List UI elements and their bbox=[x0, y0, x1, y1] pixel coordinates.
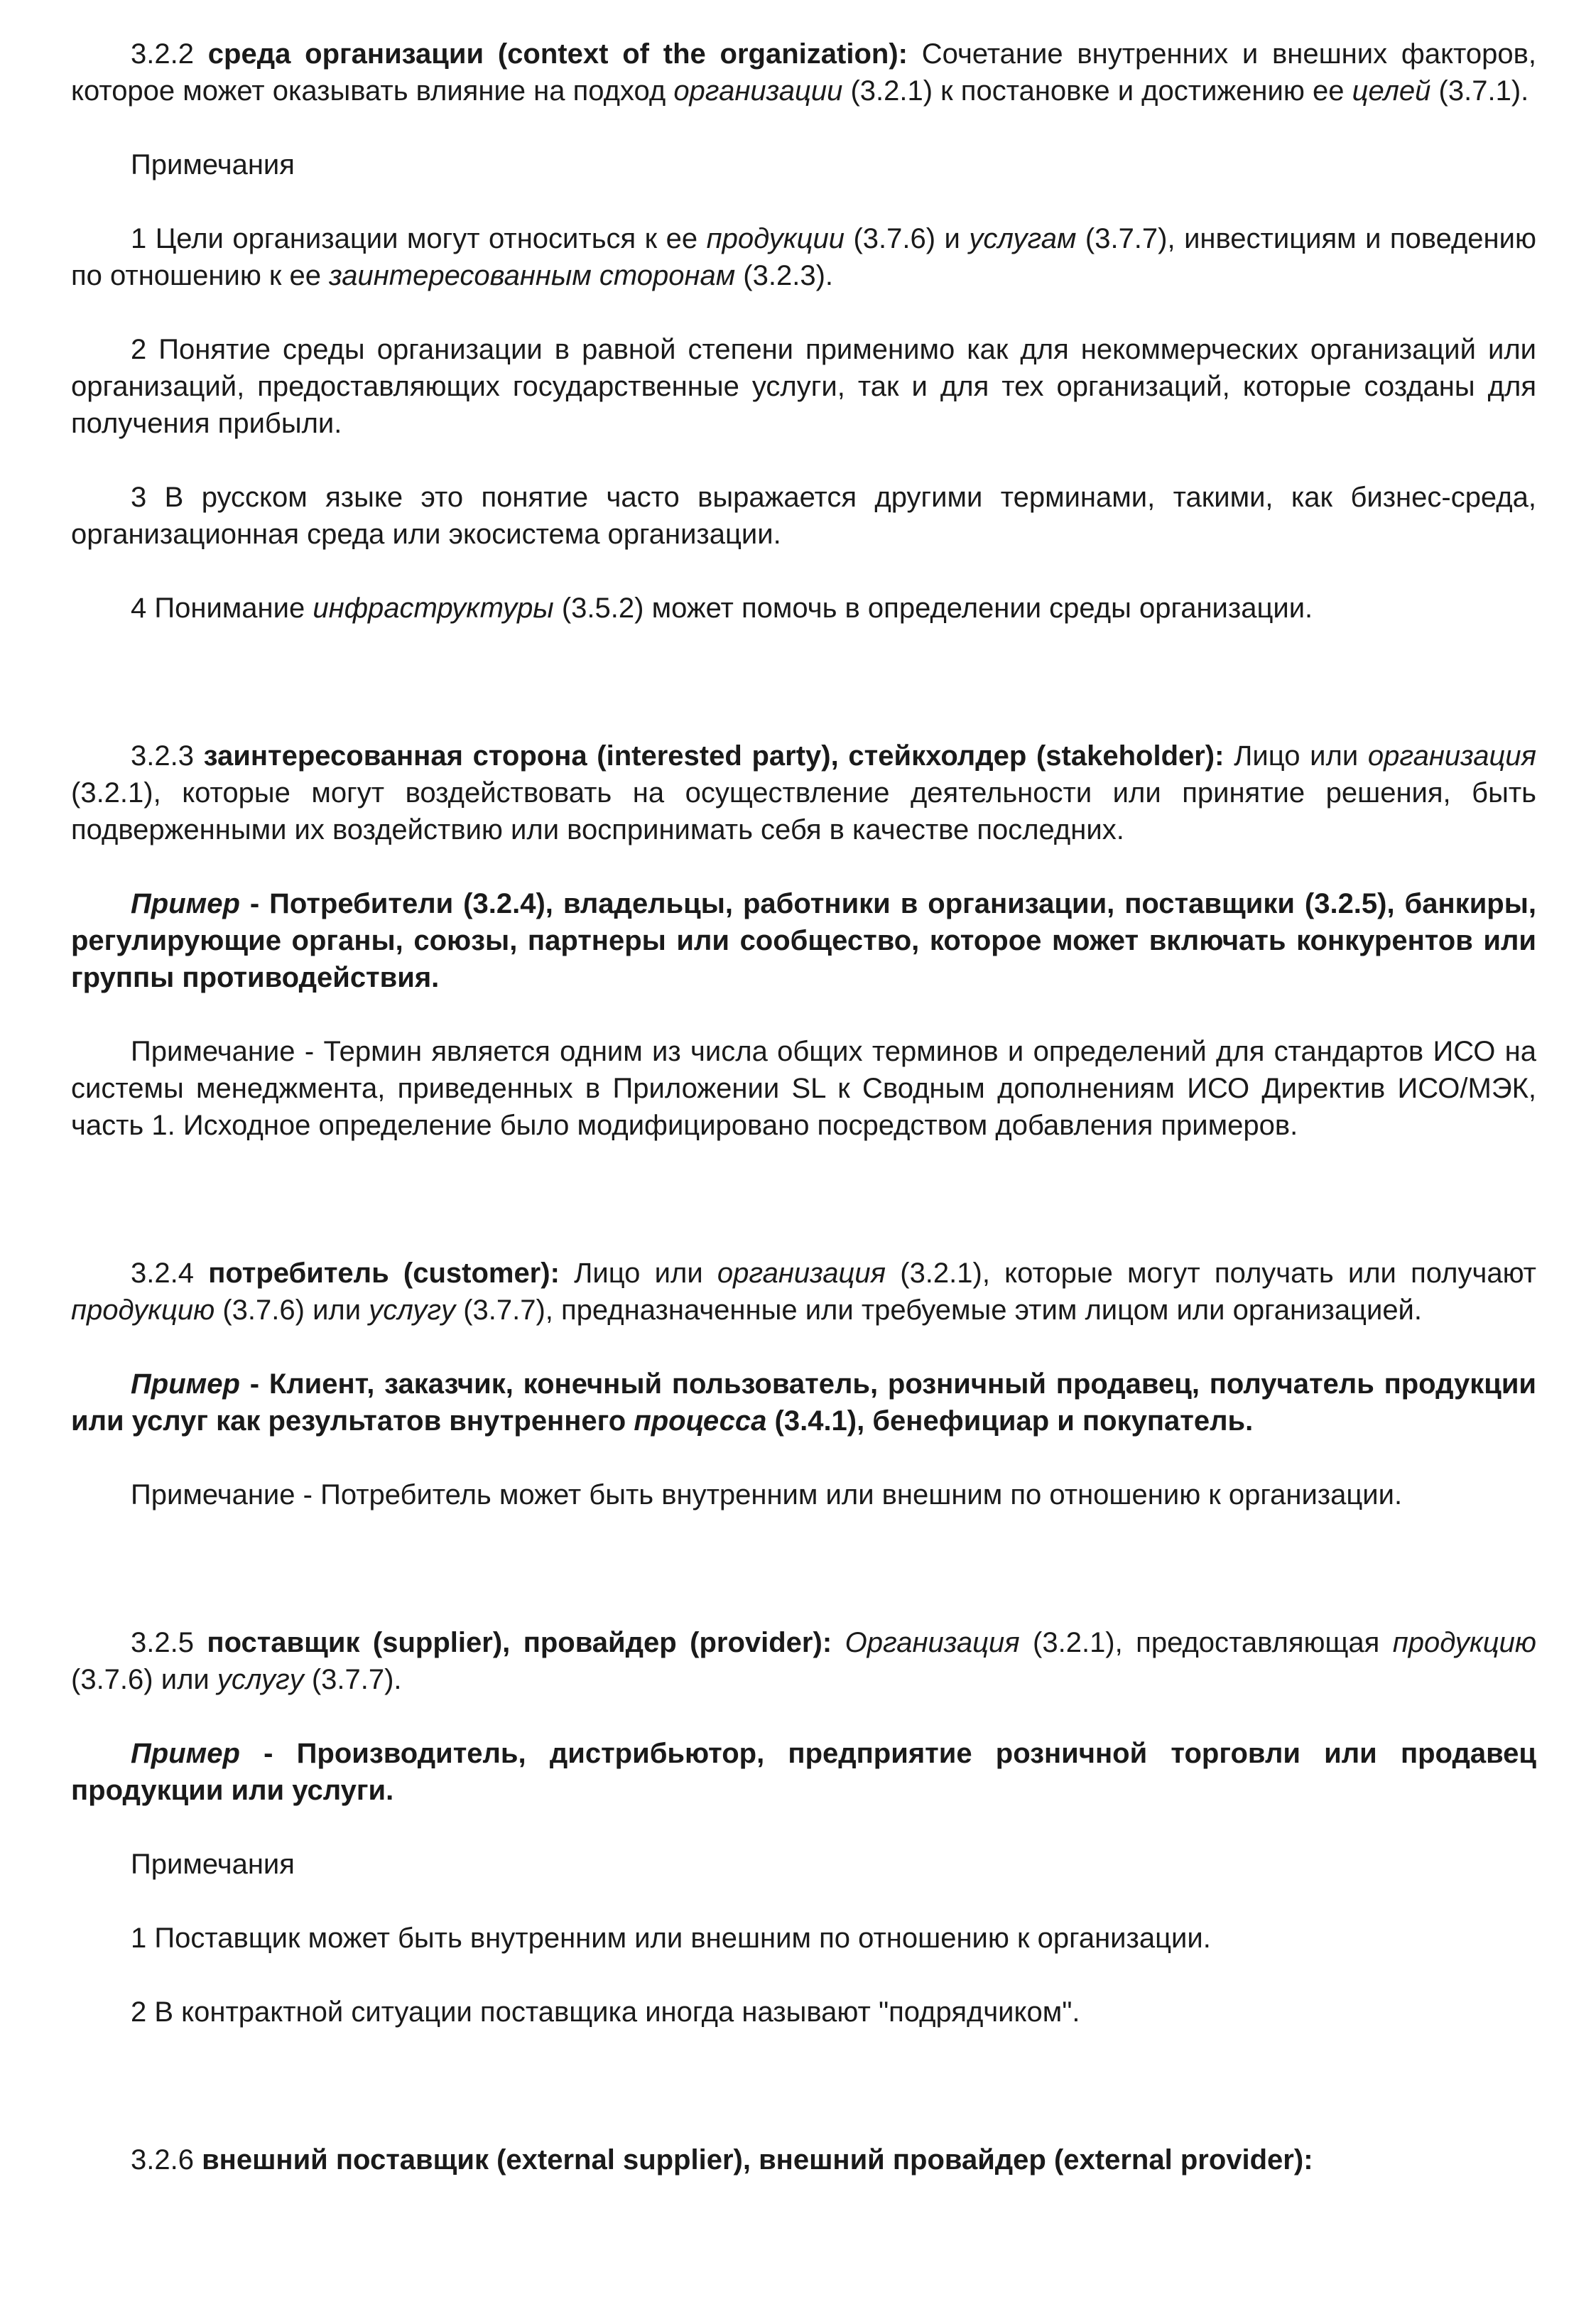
definition-text: (3.7.6) или bbox=[71, 1664, 217, 1695]
example-text: - Производитель, дистрибьютор, предприятие розничной торговли или продавец продукции или услуги. bbox=[71, 1738, 1536, 1806]
note-2: 2 В контрактной ситуации поставщика иногда называют "подрядчиком". bbox=[131, 1996, 1080, 2028]
notes-heading: Примечания bbox=[131, 1849, 295, 1880]
definition-text: (3.7.6) или bbox=[215, 1295, 369, 1326]
term-reference: Организация bbox=[845, 1627, 1020, 1658]
example-text: (3.4.1), бенефициар и покупатель. bbox=[766, 1405, 1254, 1437]
definition-text: (3.2.1) к постановке и достижению ее bbox=[842, 75, 1352, 107]
term-reference: инфраструктуры bbox=[313, 593, 554, 624]
notes-heading: Примечания bbox=[131, 149, 295, 180]
term-reference: процесса bbox=[634, 1405, 767, 1437]
note-text: (3.7.7), инвестициям и поведению по отношению к ее bbox=[71, 223, 1536, 291]
term-reference: продукцию bbox=[71, 1295, 215, 1326]
term-heading: среда организации (context of the organization): bbox=[207, 38, 908, 70]
definition-text: (3.2.1), которые могут получать или получают bbox=[886, 1258, 1537, 1289]
example-text: - Клиент, заказчик, конечный пользователь, розничный продавец, получатель продукции или услуг как результатов внутреннего bbox=[71, 1368, 1536, 1437]
example-text: - Потребители (3.2.4), владельцы, работники в организации, поставщики (3.2.5), банкиры, регулирующие органы, союзы, партнеры или сообщество, которое может включать конкурентов или группы противодействия. bbox=[71, 888, 1536, 993]
example-3-2-5 bbox=[71, 1735, 1536, 1809]
term-reference: продукцию bbox=[1392, 1627, 1536, 1658]
term-entry-3-2-4 bbox=[71, 1255, 1536, 1329]
note-text: (3.7.6) и bbox=[845, 223, 970, 254]
note-text: 4 Понимание bbox=[131, 593, 313, 624]
note-text: (3.5.2) может помочь в определении среды организации. bbox=[553, 593, 1313, 624]
example-label: Пример bbox=[131, 1738, 240, 1769]
clause-number: 3.2.5 bbox=[131, 1627, 194, 1658]
definition-text: (3.2.1), которые могут воздействовать на осуществление деятельности или принятие решения, быть подверженными их воздействию или воспринимать себя в качестве последних. bbox=[71, 777, 1536, 845]
term-entry-3-2-6 bbox=[71, 2141, 1536, 2178]
clause-number: 3.2.4 bbox=[131, 1258, 194, 1289]
term-heading: внешний поставщик (external supplier), внешний провайдер (external provider): bbox=[202, 2144, 1313, 2176]
note-1 bbox=[71, 220, 1536, 294]
clause-number: 3.2.6 bbox=[131, 2144, 194, 2176]
definition-text: (3.7.7). bbox=[303, 1664, 402, 1695]
definition-text: Лицо или bbox=[559, 1258, 717, 1289]
note: Примечание - Термин является одним из числа общих терминов и определений для стандартов ИСО на системы менеджмента, приведенных в Приложении SL к Сводным дополнениям ИСО Директив ИСО/МЭК, часть 1. Исходное определение было модифицировано посредством добавления примеров. bbox=[71, 1036, 1536, 1141]
term-reference: организация bbox=[1367, 740, 1537, 772]
note-2: 2 Понятие среды организации в равной степени применимо как для некоммерческих организаций или организаций, предоставляющих государственные услуги, так и для тех организаций, которые созданы для получения прибыли. bbox=[71, 334, 1536, 439]
term-reference: услугу bbox=[217, 1664, 304, 1695]
term-heading: потребитель (customer): bbox=[208, 1258, 560, 1289]
term-reference: организации bbox=[673, 75, 843, 107]
example-3-2-4 bbox=[71, 1366, 1536, 1439]
definition-text bbox=[832, 1627, 845, 1658]
note-1: 1 Поставщик может быть внутренним или внешним по отношению к организации. bbox=[131, 1923, 1211, 1954]
note-3: 3 В русском языке это понятие часто выражается другими терминами, такими, как бизнес-среда, организационная среда или экосистема организации. bbox=[71, 482, 1536, 550]
definition-text: Лицо или bbox=[1224, 740, 1368, 772]
clause-number: 3.2.3 bbox=[131, 740, 194, 772]
example-label: Пример bbox=[131, 888, 240, 919]
definition-text: (3.2.1), предоставляющая bbox=[1019, 1627, 1393, 1658]
clause-number: 3.2.2 bbox=[131, 38, 194, 70]
document-page bbox=[71, 36, 1536, 2178]
term-reference: целей bbox=[1352, 75, 1431, 107]
example-label: Пример bbox=[131, 1368, 240, 1400]
note: Примечание - Потребитель может быть внутренним или внешним по отношению к организации. bbox=[131, 1479, 1403, 1510]
term-heading: заинтересованная сторона (interested party), стейкхолдер (stakeholder): bbox=[203, 740, 1225, 772]
definition-text: Сочетание внутренних и внешних факторов, которое может оказывать влияние на подход bbox=[71, 38, 1536, 107]
term-heading: поставщик (supplier), провайдер (provider): bbox=[207, 1627, 832, 1658]
term-reference: услугам bbox=[969, 223, 1077, 254]
term-entry-3-2-5 bbox=[71, 1624, 1536, 1698]
term-reference: заинтересованным сторонам bbox=[329, 260, 736, 291]
term-reference: услугу bbox=[369, 1295, 456, 1326]
term-entry-3-2-2 bbox=[71, 36, 1536, 109]
example-3-2-3 bbox=[71, 885, 1536, 996]
term-reference: продукции bbox=[706, 223, 845, 254]
definition-text: (3.7.1). bbox=[1430, 75, 1529, 107]
note-text: 1 Цели организации могут относиться к ее bbox=[131, 223, 707, 254]
term-entry-3-2-3 bbox=[71, 737, 1536, 848]
note-text: (3.2.3). bbox=[735, 260, 834, 291]
definition-text: (3.7.7), предназначенные или требуемые этим лицом или организацией. bbox=[455, 1295, 1423, 1326]
note-4 bbox=[71, 590, 1536, 627]
term-reference: организация bbox=[717, 1258, 886, 1289]
